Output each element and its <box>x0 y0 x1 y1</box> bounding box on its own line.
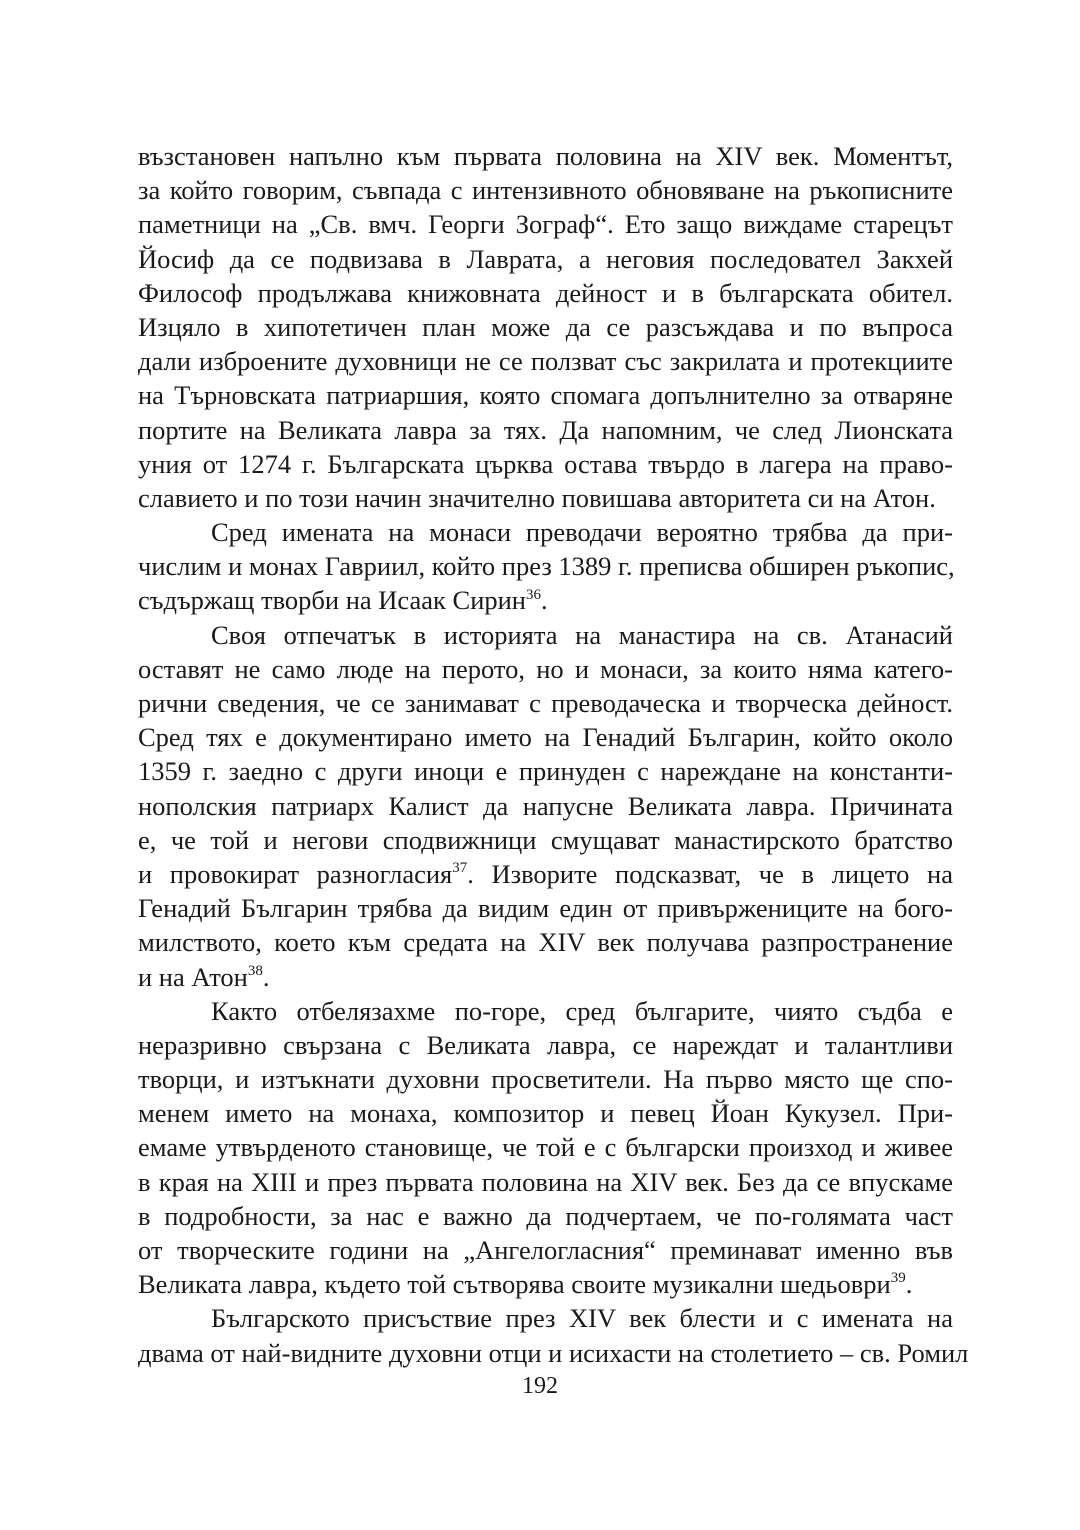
text-line: в края на XIII и през първата половина на XIV век. Без да се впускаме <box>138 1166 953 1197</box>
line-text: съдържащ творби на Исаак Сирин <box>138 585 526 616</box>
line-text: и провокират разногласия <box>138 858 453 889</box>
text-line <box>138 960 953 994</box>
line-tail: . <box>905 1269 913 1300</box>
text-line: от творческите години на „Ангелогласния“ преминават именно във <box>138 1235 953 1265</box>
footnote-ref[interactable]: 39 <box>890 1270 906 1287</box>
text-line: милството, което към средата на XIV век получава разпространение <box>138 927 953 958</box>
text-line: паметници на „Св. вмч. Георги Зограф“. Ето защо виждаме старецът <box>138 209 953 240</box>
footnote-ref[interactable]: 37 <box>452 860 468 877</box>
text-line <box>138 1267 953 1301</box>
line-tail: . <box>262 961 270 992</box>
text-line: неразривно свързана с Великата лавра, се нареждат и талантливи <box>138 1029 953 1060</box>
text-line: Сред имената на монаси преводачи вероятно трябва да при- <box>211 517 953 548</box>
footnote-ref[interactable]: 38 <box>247 962 263 979</box>
text-line: за който говорим, съвпада с интензивното обновяване на ръкописните <box>138 175 953 206</box>
text-line: творци, и изтъкнати духовни просветители. На първо място ще спо- <box>138 1064 953 1095</box>
text-line: рични сведения, че се занимават с преводаческа и творческа дейност. <box>138 688 953 718</box>
text-line: дали изброените духовници не се ползват със закрилата и протекциите <box>138 346 953 377</box>
text-line: портите на Великата лавра за тях. Да напомним, че след Лионската <box>138 414 953 445</box>
text-line: Българското присъствие през XIV век блести и с имената на <box>211 1303 953 1334</box>
text-line: Своя отпечатък в историята на манастира на св. Атанасий <box>211 619 953 650</box>
text-line: Философ продължава книжовната дейност и в българската обител. <box>138 277 953 308</box>
text-line: Както отбелязахме по-горе, сред българите, чиято съдба е <box>211 995 953 1026</box>
text-line: числим и монах Гавриил, който през 1389 г. преписва обширен ръкопис, <box>138 551 955 582</box>
text-line <box>138 857 953 891</box>
text-line: Изцяло в хипотетичен план може да се разсъждава и по въпроса <box>138 311 953 342</box>
text-line: Сред тях е документирано името на Генадий Българин, който около <box>138 722 953 753</box>
line-text: и на Атон <box>138 961 248 992</box>
text-line: емаме утвърденото становище, че той е с български произход и живее <box>138 1132 953 1163</box>
text-line: на Търновската патриаршия, която спомага допълнително за отваряне <box>138 380 953 411</box>
text-line: в подробности, за нас е важно да подчертаем, че по-голямата част <box>138 1200 953 1231</box>
text-line: 1359 г. заедно с други иноци е принуден с нареждане на константи- <box>138 756 953 787</box>
text-line: славието и по този начин значително повишава авторитета си на Атон. <box>138 482 936 513</box>
text-line: двама от най-видните духовни отци и исихасти на столетието – св. Ромил <box>138 1337 969 1368</box>
text-line: нополския патриарх Калист да напусне Великата лавра. Причината <box>138 790 953 821</box>
page-number: 192 <box>522 1373 558 1399</box>
body-text <box>138 139 969 1370</box>
text-line: Йосиф да се подвизава в Лаврата, а неговия последовател Закхей <box>138 243 953 274</box>
line-text: Великата лавра, където той сътворява своите музикални шедьоври <box>138 1269 891 1300</box>
text-line: уния от 1274 г. Българската църква остава твърдо в лагера на право- <box>138 448 953 479</box>
line-tail: . Изворите подсказват, че в лицето на <box>467 858 953 889</box>
line-tail: . <box>541 585 548 616</box>
text-line: менем името на монаха, композитор и певец Йоан Кукузел. При- <box>138 1098 953 1129</box>
text-line: Генадий Българин трябва да видим един от привържениците на бого- <box>138 893 953 924</box>
text-line: е, че той и негови сподвижници смущават манастирското братство <box>138 824 953 855</box>
text-line <box>138 583 953 617</box>
footnote-ref[interactable]: 36 <box>526 586 541 603</box>
text-line: възстановен напълно към първата половина на XIV век. Моментът, <box>138 141 953 171</box>
text-line: оставят не само люде на перото, но и монаси, за които няма катего- <box>138 653 953 684</box>
